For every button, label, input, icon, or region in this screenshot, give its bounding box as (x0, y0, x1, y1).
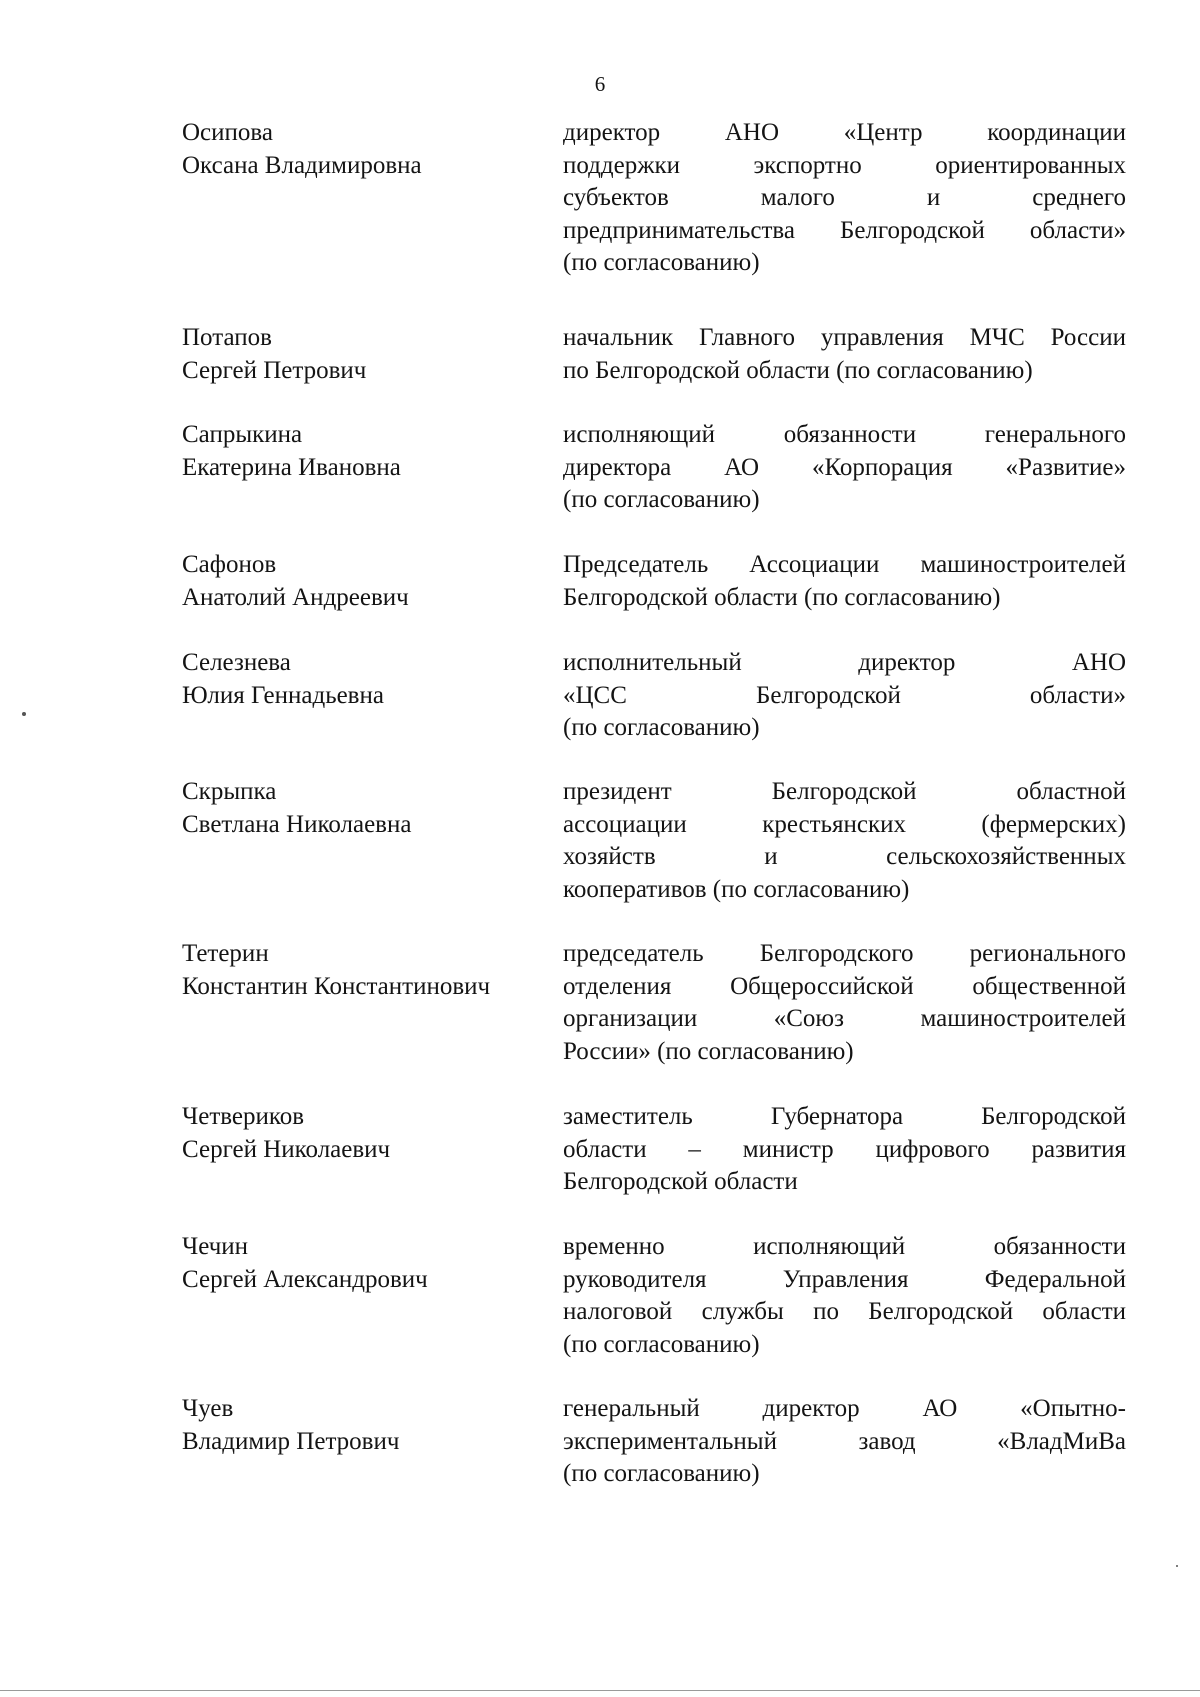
position-line: начальник Главного управления МЧС России (563, 324, 1126, 351)
member-position (563, 419, 1126, 517)
member-name (182, 117, 542, 182)
position-line: субъектов малого и среднего (563, 184, 1126, 211)
member-position (563, 1101, 1126, 1199)
member-surname: Сапрыкина (182, 421, 303, 448)
scan-speck (22, 712, 26, 716)
position-line: Белгородской области (563, 1168, 798, 1195)
member-position (563, 117, 1126, 280)
member-name (182, 322, 542, 387)
position-line: кооперативов (по согласованию) (563, 875, 910, 903)
member-name (182, 1101, 542, 1166)
member-position (563, 776, 1126, 906)
member-position (563, 1393, 1126, 1491)
position-line: заместитель Губернатора Белгородской (563, 1103, 1126, 1130)
position-line: предпринимательства Белгородской области» (563, 216, 1126, 244)
member-surname: Тетерин (182, 940, 269, 967)
position-line: отделения Общероссийской общественной (563, 972, 1126, 1000)
position-line: исполняющий обязанности генерального (563, 421, 1126, 448)
member-given-names: Анатолий Андреевич (182, 583, 409, 611)
member-position (563, 938, 1126, 1068)
member-name (182, 1393, 542, 1458)
position-line: (по согласованию) (563, 714, 760, 741)
member-surname: Чечин (182, 1233, 249, 1260)
position-line: ассоциации крестьянских (фермерских) (563, 810, 1126, 838)
member-position (563, 549, 1126, 614)
scan-speck (1176, 1565, 1178, 1567)
member-given-names: Сергей Николаевич (182, 1135, 391, 1163)
member-given-names: Екатерина Ивановна (182, 453, 401, 481)
position-line: президент Белгородской областной (563, 778, 1126, 805)
page-number: 6 (594, 72, 606, 96)
member-name (182, 419, 542, 484)
member-name (182, 776, 542, 841)
member-surname: Чуев (182, 1395, 234, 1422)
position-line: области – министр цифрового развития (563, 1135, 1126, 1163)
position-line: хозяйств и сельскохозяйственных (563, 843, 1126, 870)
member-given-names: Оксана Владимировна (182, 151, 422, 179)
member-given-names: Светлана Николаевна (182, 810, 412, 838)
position-line: директора АО «Корпорация «Развитие» (563, 453, 1126, 481)
member-given-names: Сергей Александрович (182, 1265, 428, 1293)
member-position (563, 1231, 1126, 1361)
position-line: исполнительный директор АНО (563, 649, 1126, 676)
member-name (182, 647, 542, 712)
member-given-names: Сергей Петрович (182, 356, 367, 384)
position-line: по Белгородской области (по согласованию) (563, 356, 1033, 384)
member-given-names: Юлия Геннадьевна (182, 681, 384, 709)
position-line: налоговой службы по Белгородской области (563, 1298, 1126, 1325)
position-line: (по согласованию) (563, 1330, 760, 1358)
position-line: «ЦСС Белгородской области» (563, 681, 1126, 709)
position-line: временно исполняющий обязанности (563, 1233, 1126, 1260)
member-surname: Потапов (182, 324, 272, 351)
position-line: генеральный директор АО «Опытно- (563, 1395, 1126, 1422)
member-surname: Осипова (182, 119, 273, 146)
position-line: (по согласованию) (563, 249, 760, 276)
position-line: Белгородской области (по согласованию) (563, 583, 1001, 611)
member-name (182, 938, 542, 1003)
member-name (182, 549, 542, 614)
position-line: экспериментальный завод «ВладМиВа (563, 1427, 1126, 1455)
position-line: поддержки экспортно ориентированных (563, 151, 1126, 179)
member-surname: Сафонов (182, 551, 277, 578)
member-given-names: Константин Константинович (182, 972, 491, 1000)
member-name (182, 1231, 542, 1296)
member-given-names: Владимир Петрович (182, 1427, 400, 1455)
member-position (563, 647, 1126, 745)
member-surname: Селезнева (182, 649, 291, 676)
position-line: Председатель Ассоциации машиностроителей (563, 551, 1126, 578)
position-line: руководителя Управления Федеральной (563, 1265, 1126, 1293)
position-line: (по согласованию) (563, 486, 760, 513)
member-surname: Скрыпка (182, 778, 277, 805)
position-line: директор АНО «Центр координации (563, 119, 1126, 146)
member-surname: Четвериков (182, 1103, 305, 1130)
position-line: России» (по согласованию) (563, 1037, 854, 1065)
position-line: председатель Белгородского регионального (563, 940, 1126, 967)
position-line: организации «Союз машиностроителей (563, 1005, 1126, 1032)
member-position (563, 322, 1126, 387)
position-line: (по согласованию) (563, 1460, 760, 1487)
scan-edge-line (0, 1690, 1200, 1691)
